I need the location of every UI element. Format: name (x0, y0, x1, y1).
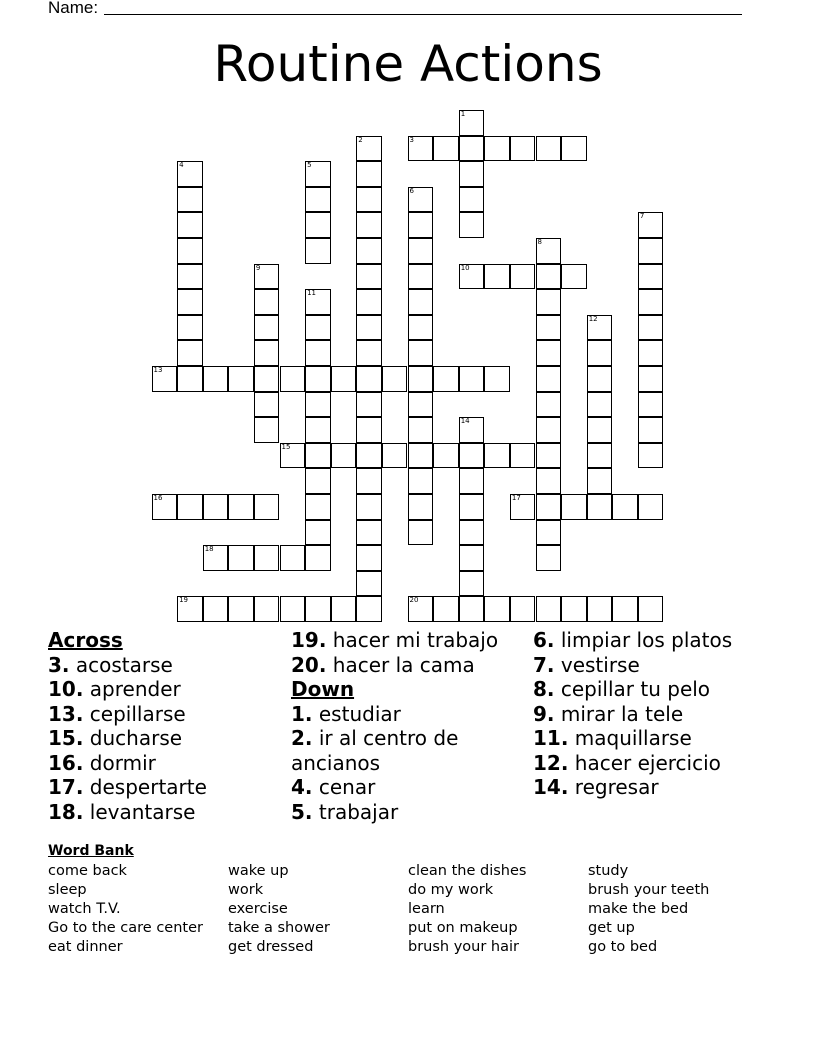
clue-item (48, 677, 288, 702)
crossword-cell[interactable] (536, 417, 562, 443)
clue-text: limpiar los platos (560, 628, 733, 652)
crossword-cell[interactable] (254, 494, 280, 520)
crossword-cell[interactable] (356, 315, 382, 341)
crossword-cell[interactable] (536, 443, 562, 469)
clue-text: hacer la cama (332, 652, 475, 677)
clue-item (533, 702, 773, 727)
crossword-cell[interactable] (305, 289, 331, 315)
clue-text: aprender (89, 677, 181, 701)
crossword-cell[interactable] (305, 212, 331, 238)
crossword-cell[interactable] (459, 264, 485, 290)
word-bank-item: brush your hair (408, 939, 519, 955)
clue-text: hacer mi trabajo (332, 628, 499, 652)
crossword-cell[interactable] (536, 494, 562, 520)
crossword-cell[interactable] (356, 264, 382, 290)
crossword-cell[interactable] (638, 443, 664, 469)
word-bank-column-1 (48, 862, 203, 957)
clue-text: cepillar tu pelo (560, 677, 711, 701)
crossword-cell[interactable] (177, 315, 203, 341)
crossword-cell[interactable] (203, 366, 229, 392)
crossword-cell[interactable] (254, 289, 280, 315)
crossword-cell[interactable] (587, 417, 613, 443)
clue-number: 14 (460, 417, 470, 426)
clues-column-3 (533, 628, 773, 800)
crossword-cell[interactable] (331, 366, 357, 392)
clue-number: 2 (358, 135, 363, 144)
crossword-cell[interactable] (356, 443, 382, 469)
clue-text: regresar (574, 775, 659, 799)
word-bank-column-3 (408, 862, 526, 957)
clue-number-label: 16. (48, 750, 84, 775)
clue-item (291, 702, 531, 727)
crossword-cell[interactable] (638, 289, 664, 315)
crossword-cell[interactable] (408, 520, 434, 546)
clue-number-label: 19. (291, 628, 327, 652)
crossword-cell[interactable] (305, 520, 331, 546)
crossword-cell[interactable] (356, 212, 382, 238)
crossword-cell[interactable] (536, 468, 562, 494)
crossword-cell[interactable] (280, 366, 306, 392)
crossword-cell[interactable] (408, 417, 434, 443)
clue-number: 4 (179, 161, 184, 170)
clue-item (291, 726, 531, 775)
clue-number-label: 15. (48, 726, 84, 750)
clue-item (533, 775, 773, 800)
word-bank-item: work (228, 882, 264, 898)
crossword-cell[interactable] (177, 494, 203, 520)
crossword-cell[interactable] (587, 392, 613, 418)
crossword-cell[interactable] (254, 366, 280, 392)
crossword-cell[interactable] (536, 520, 562, 546)
clues-column-2 (291, 628, 531, 824)
crossword-cell[interactable] (638, 417, 664, 443)
crossword-cell[interactable] (510, 494, 536, 520)
clue-number: 9 (255, 263, 261, 272)
crossword-cell[interactable] (638, 366, 664, 392)
crossword-cell[interactable] (459, 494, 485, 520)
clue-text: vestirse (560, 652, 640, 677)
crossword-cell[interactable] (408, 315, 434, 341)
crossword-cell[interactable] (331, 596, 357, 622)
crossword-cell[interactable] (228, 596, 254, 622)
clue-item (533, 653, 773, 678)
clue-number-label: 1. (291, 701, 313, 726)
crossword-cell[interactable] (561, 136, 587, 162)
crossword-cell[interactable] (177, 340, 203, 366)
clue-text: ducharse (89, 726, 183, 750)
clue-text: levantarse (89, 799, 196, 824)
clue-item (48, 751, 288, 776)
crossword-cell[interactable] (510, 136, 536, 162)
crossword-cell[interactable] (408, 366, 434, 392)
clue-number: 12 (588, 314, 598, 323)
crossword-cell[interactable] (561, 264, 587, 290)
crossword-cell[interactable] (228, 545, 254, 571)
clue-text: cenar (318, 775, 376, 799)
crossword-cell[interactable] (459, 545, 485, 571)
word-bank-column-2 (228, 862, 330, 957)
clue-number-label: 8. (533, 677, 555, 701)
crossword-cell[interactable] (228, 494, 254, 520)
crossword-cell[interactable] (536, 366, 562, 392)
clue-number-label: 6. (533, 628, 555, 652)
word-bank-item: brush your teeth (588, 882, 710, 898)
crossword-cell[interactable] (459, 110, 485, 136)
clue-number: 17 (511, 494, 521, 502)
crossword-cell[interactable] (459, 212, 485, 238)
crossword-cell[interactable] (561, 494, 587, 520)
crossword-cell[interactable] (305, 494, 331, 520)
crossword-cell[interactable] (408, 494, 434, 520)
clue-number: 13 (153, 366, 163, 374)
clue-number-label: 11. (533, 726, 569, 750)
crossword-cell[interactable] (331, 443, 357, 469)
crossword-cell[interactable] (177, 264, 203, 290)
crossword-cell[interactable] (561, 596, 587, 622)
crossword-cell[interactable] (177, 238, 203, 264)
crossword-cell[interactable] (382, 443, 408, 469)
clue-item (291, 628, 531, 653)
clue-number: 18 (204, 545, 214, 554)
crossword-cell[interactable] (356, 136, 382, 162)
clue-number-label: 13. (48, 701, 84, 726)
crossword-cell[interactable] (254, 340, 280, 366)
clue-number: 5 (307, 161, 312, 170)
across-heading: Across (48, 628, 123, 652)
clue-number: 10 (460, 263, 470, 272)
crossword-cell[interactable] (382, 366, 408, 392)
clue-text: cepillarse (89, 701, 186, 726)
crossword-cell[interactable] (356, 571, 382, 597)
clue-text: estudiar (318, 701, 401, 726)
word-bank-item: sleep (48, 882, 87, 898)
word-bank-item: study (588, 863, 629, 879)
crossword-cell[interactable] (587, 366, 613, 392)
clue-number-label: 17. (48, 775, 84, 799)
crossword-cell[interactable] (254, 417, 280, 443)
crossword-cell[interactable] (305, 238, 331, 264)
crossword-cell[interactable] (459, 187, 485, 213)
crossword-cell[interactable] (638, 596, 664, 622)
clue-number: 8 (537, 238, 542, 246)
crossword-cell[interactable] (638, 212, 664, 238)
clue-text: despertarte (89, 775, 207, 799)
crossword-cell[interactable] (510, 443, 536, 469)
crossword-cell[interactable] (433, 443, 459, 469)
crossword-cell[interactable] (356, 468, 382, 494)
crossword-cell[interactable] (408, 187, 434, 213)
clue-number: 20 (409, 596, 419, 605)
crossword-cell[interactable] (408, 468, 434, 494)
clue-item (48, 653, 288, 678)
crossword-cell[interactable] (356, 238, 382, 264)
crossword-cell[interactable] (638, 264, 664, 290)
clue-number-label: 14. (533, 775, 569, 799)
crossword-cell[interactable] (638, 238, 664, 264)
clue-item (533, 726, 773, 751)
clue-number: 11 (307, 289, 317, 298)
crossword-cell[interactable] (356, 340, 382, 366)
crossword-cell[interactable] (305, 468, 331, 494)
crossword-cell[interactable] (203, 494, 229, 520)
crossword-cell[interactable] (638, 392, 664, 418)
crossword-cell[interactable] (536, 264, 562, 290)
crossword-cell[interactable] (459, 161, 485, 187)
crossword-cell[interactable] (408, 392, 434, 418)
crossword-cell[interactable] (356, 417, 382, 443)
crossword-cell[interactable] (536, 340, 562, 366)
crossword-cell[interactable] (484, 596, 510, 622)
crossword-cell[interactable] (152, 366, 178, 392)
crossword-cell[interactable] (305, 417, 331, 443)
word-bank-item: come back (48, 863, 127, 879)
crossword-cell[interactable] (536, 289, 562, 315)
crossword-cell[interactable] (510, 596, 536, 622)
clue-item (291, 800, 531, 825)
crossword-cell[interactable] (536, 136, 562, 162)
crossword-cell[interactable] (254, 264, 280, 290)
crossword-cell[interactable] (536, 238, 562, 264)
crossword-cell[interactable] (152, 494, 178, 520)
crossword-cell[interactable] (459, 417, 485, 443)
crossword-cell[interactable] (536, 315, 562, 341)
clue-item (48, 800, 288, 825)
clue-number: 6 (409, 186, 414, 195)
crossword-cell[interactable] (254, 545, 280, 571)
clue-text: hacer ejercicio (574, 750, 721, 775)
crossword-cell[interactable] (305, 187, 331, 213)
crossword-cell[interactable] (408, 596, 434, 622)
crossword-cell[interactable] (536, 392, 562, 418)
crossword-cell[interactable] (408, 340, 434, 366)
crossword-cell[interactable] (484, 366, 510, 392)
clue-number: 7 (639, 212, 645, 221)
clue-item (48, 702, 288, 727)
crossword-cell[interactable] (638, 340, 664, 366)
crossword-cell[interactable] (408, 212, 434, 238)
crossword-cell[interactable] (177, 596, 203, 622)
crossword-cell[interactable] (254, 315, 280, 341)
word-bank-item: get dressed (228, 939, 314, 955)
crossword-cell[interactable] (356, 161, 382, 187)
clue-text: mirar la tele (560, 701, 684, 726)
clue-item (291, 653, 531, 678)
clue-number-label: 10. (48, 677, 84, 701)
clue-item (533, 751, 773, 776)
crossword-cell[interactable] (254, 596, 280, 622)
word-bank-item: watch T.V. (48, 901, 121, 917)
clue-text: ir al centro de ancianos (291, 726, 459, 775)
crossword-cell[interactable] (305, 596, 331, 622)
clue-text: acostarse (75, 652, 173, 677)
crossword-cell[interactable] (587, 315, 613, 341)
crossword-cell[interactable] (587, 596, 613, 622)
crossword-cell[interactable] (177, 212, 203, 238)
word-bank-item: wake up (228, 863, 289, 879)
word-bank-item: take a shower (228, 920, 330, 936)
crossword-cell[interactable] (459, 468, 485, 494)
crossword-cell[interactable] (459, 571, 485, 597)
crossword-cell[interactable] (612, 494, 638, 520)
crossword-cell[interactable] (177, 366, 203, 392)
crossword-cell[interactable] (280, 545, 306, 571)
clue-text: dormir (89, 750, 156, 775)
crossword-cell[interactable] (280, 596, 306, 622)
crossword-cell[interactable] (536, 596, 562, 622)
crossword-cell[interactable] (484, 443, 510, 469)
crossword-cell[interactable] (203, 596, 229, 622)
crossword-cell[interactable] (587, 340, 613, 366)
clue-number: 16 (153, 494, 163, 502)
crossword-cell[interactable] (356, 520, 382, 546)
crossword-cell[interactable] (305, 340, 331, 366)
clue-number-label: 5. (291, 799, 313, 824)
crossword-cell[interactable] (408, 443, 434, 469)
crossword-cell[interactable] (305, 545, 331, 571)
crossword-cell[interactable] (177, 161, 203, 187)
word-bank-item: Go to the care center (48, 920, 203, 936)
clue-number: 19 (179, 596, 189, 605)
clues-column-1 (48, 628, 288, 824)
crossword-cell[interactable] (203, 545, 229, 571)
word-bank-item: go to bed (588, 939, 658, 955)
word-bank-item: get up (588, 920, 635, 936)
crossword-cell[interactable] (356, 392, 382, 418)
crossword-cell[interactable] (433, 596, 459, 622)
crossword-cell[interactable] (612, 596, 638, 622)
crossword-cell[interactable] (356, 289, 382, 315)
clue-number-label: 18. (48, 799, 84, 824)
crossword-cell[interactable] (408, 289, 434, 315)
crossword-cell[interactable] (484, 136, 510, 162)
crossword-cell[interactable] (459, 596, 485, 622)
page-title: Routine Actions (213, 35, 603, 93)
crossword-cell[interactable] (408, 136, 434, 162)
crossword-cell[interactable] (254, 392, 280, 418)
crossword-cell[interactable] (459, 443, 485, 469)
crossword-cell[interactable] (280, 443, 306, 469)
crossword-cell[interactable] (356, 545, 382, 571)
clue-number-label: 12. (533, 750, 569, 775)
crossword-cell[interactable] (587, 443, 613, 469)
clue-number: 1 (460, 110, 466, 118)
word-bank-heading: Word Bank (48, 843, 134, 859)
clue-number: 3 (409, 135, 414, 144)
crossword-cell[interactable] (587, 468, 613, 494)
word-bank-column-4 (588, 862, 709, 957)
crossword-cell[interactable] (356, 187, 382, 213)
crossword-cell[interactable] (228, 366, 254, 392)
crossword-cell[interactable] (459, 136, 485, 162)
clue-item (533, 677, 773, 702)
word-bank-item: do my work (408, 882, 494, 898)
clue-text: trabajar (318, 799, 399, 824)
crossword-cell[interactable] (459, 366, 485, 392)
clue-item (533, 628, 773, 653)
crossword-cell[interactable] (408, 238, 434, 264)
crossword-cell[interactable] (408, 264, 434, 290)
word-bank-item: eat dinner (48, 939, 123, 955)
crossword-cell[interactable] (587, 494, 613, 520)
word-bank-item: clean the dishes (408, 863, 527, 879)
word-bank-item: exercise (228, 901, 288, 917)
clue-number-label: 4. (291, 775, 313, 799)
clue-item (48, 726, 288, 751)
down-heading: Down (291, 677, 355, 701)
clue-item (291, 775, 531, 800)
crossword-cell[interactable] (638, 494, 664, 520)
crossword-cell[interactable] (177, 289, 203, 315)
crossword-cell[interactable] (177, 187, 203, 213)
word-bank-item: make the bed (588, 901, 689, 917)
clue-text: maquillarse (574, 726, 692, 750)
crossword-cell[interactable] (510, 264, 536, 290)
word-bank-item: learn (408, 901, 445, 917)
clue-item (48, 775, 288, 800)
name-label: Name: (48, 0, 99, 17)
crossword-cell[interactable] (356, 494, 382, 520)
word-bank-item: put on makeup (408, 920, 518, 936)
crossword-cell[interactable] (638, 315, 664, 341)
crossword-cell[interactable] (305, 443, 331, 469)
crossword-cell[interactable] (484, 264, 510, 290)
crossword-cell[interactable] (433, 366, 459, 392)
clue-number-label: 20. (291, 652, 327, 677)
clue-number-label: 3. (48, 652, 70, 677)
crossword-cell[interactable] (459, 520, 485, 546)
clue-number-label: 7. (533, 652, 555, 677)
crossword-cell[interactable] (305, 392, 331, 418)
clue-number-label: 9. (533, 701, 555, 726)
clue-number-label: 2. (291, 726, 313, 750)
crossword-cell[interactable] (536, 545, 562, 571)
crossword-cell[interactable] (305, 315, 331, 341)
crossword-cell[interactable] (305, 161, 331, 187)
crossword-cell[interactable] (433, 136, 459, 162)
crossword-cell[interactable] (356, 366, 382, 392)
crossword-cell[interactable] (305, 366, 331, 392)
crossword-cell[interactable] (356, 596, 382, 622)
clue-number: 15 (281, 442, 291, 451)
